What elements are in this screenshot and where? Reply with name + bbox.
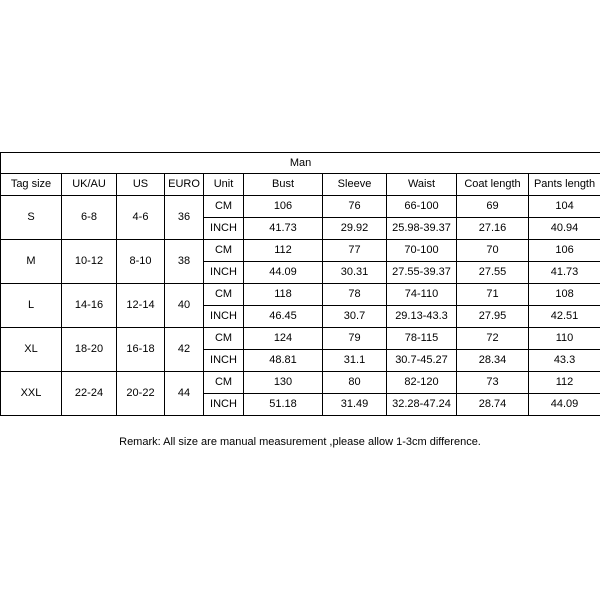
cell-unit: INCH: [204, 350, 244, 372]
cell-pants-length: 108: [529, 284, 600, 306]
cell-coat-length: 69: [457, 196, 529, 218]
cell-bust: 112: [244, 240, 323, 262]
cell-tag-size: XXL: [1, 372, 62, 416]
cell-coat-length: 70: [457, 240, 529, 262]
cell-euro: 38: [165, 240, 204, 284]
cell-coat-length: 27.95: [457, 306, 529, 328]
cell-bust: 124: [244, 328, 323, 350]
cell-waist: 78-115: [387, 328, 457, 350]
cell-unit: INCH: [204, 218, 244, 240]
header-uk-au: UK/AU: [62, 174, 117, 196]
cell-pants-length: 106: [529, 240, 600, 262]
cell-tag-size: L: [1, 284, 62, 328]
cell-euro: 40: [165, 284, 204, 328]
remark-note: Remark: All size are manual measurement ,please allow 1-3cm difference.: [119, 436, 481, 448]
cell-coat-length: 72: [457, 328, 529, 350]
header-bust: Bust: [244, 174, 323, 196]
cell-unit: INCH: [204, 394, 244, 416]
cell-unit: CM: [204, 284, 244, 306]
cell-bust: 118: [244, 284, 323, 306]
cell-waist: 30.7-45.27: [387, 350, 457, 372]
cell-tag-size: S: [1, 196, 62, 240]
cell-waist: 32.28-47.24: [387, 394, 457, 416]
header-tag-size: Tag size: [1, 174, 62, 196]
cell-waist: 27.55-39.37: [387, 262, 457, 284]
cell-us: 12-14: [117, 284, 165, 328]
cell-bust: 51.18: [244, 394, 323, 416]
table-row: [1, 328, 600, 350]
cell-pants-length: 43.3: [529, 350, 600, 372]
cell-us: 4-6: [117, 196, 165, 240]
cell-waist: 29.13-43.3: [387, 306, 457, 328]
cell-uk-au: 22-24: [62, 372, 117, 416]
cell-unit: CM: [204, 196, 244, 218]
cell-sleeve: 79: [323, 328, 387, 350]
cell-sleeve: 30.7: [323, 306, 387, 328]
cell-us: 20-22: [117, 372, 165, 416]
cell-pants-length: 40.94: [529, 218, 600, 240]
table-row: [1, 372, 600, 394]
header-unit: Unit: [204, 174, 244, 196]
cell-unit: CM: [204, 240, 244, 262]
cell-uk-au: 6-8: [62, 196, 117, 240]
cell-unit: INCH: [204, 262, 244, 284]
cell-sleeve: 76: [323, 196, 387, 218]
header-sleeve: Sleeve: [323, 174, 387, 196]
cell-coat-length: 28.74: [457, 394, 529, 416]
cell-tag-size: M: [1, 240, 62, 284]
cell-sleeve: 80: [323, 372, 387, 394]
cell-bust: 41.73: [244, 218, 323, 240]
header-euro: EURO: [165, 174, 204, 196]
cell-coat-length: 27.16: [457, 218, 529, 240]
table-row: [1, 284, 600, 306]
cell-sleeve: 29.92: [323, 218, 387, 240]
cell-pants-length: 41.73: [529, 262, 600, 284]
cell-pants-length: 112: [529, 372, 600, 394]
cell-bust: 46.45: [244, 306, 323, 328]
table-title: Man: [1, 153, 600, 174]
cell-coat-length: 28.34: [457, 350, 529, 372]
table-row: [1, 240, 600, 262]
header-pants-length: Pants length: [529, 174, 600, 196]
cell-pants-length: 44.09: [529, 394, 600, 416]
header-coat-length: Coat length: [457, 174, 529, 196]
cell-waist: 74-110: [387, 284, 457, 306]
cell-tag-size: XL: [1, 328, 62, 372]
cell-us: 8-10: [117, 240, 165, 284]
cell-bust: 106: [244, 196, 323, 218]
cell-coat-length: 73: [457, 372, 529, 394]
cell-pants-length: 42.51: [529, 306, 600, 328]
cell-euro: 36: [165, 196, 204, 240]
cell-euro: 42: [165, 328, 204, 372]
cell-sleeve: 78: [323, 284, 387, 306]
cell-uk-au: 10-12: [62, 240, 117, 284]
cell-uk-au: 14-16: [62, 284, 117, 328]
cell-bust: 48.81: [244, 350, 323, 372]
table-row: [1, 196, 600, 218]
size-chart-table: [0, 152, 600, 416]
cell-unit: CM: [204, 328, 244, 350]
cell-unit: INCH: [204, 306, 244, 328]
cell-bust: 44.09: [244, 262, 323, 284]
cell-waist: 82-120: [387, 372, 457, 394]
cell-bust: 130: [244, 372, 323, 394]
cell-coat-length: 71: [457, 284, 529, 306]
cell-us: 16-18: [117, 328, 165, 372]
cell-unit: CM: [204, 372, 244, 394]
cell-waist: 66-100: [387, 196, 457, 218]
cell-coat-length: 27.55: [457, 262, 529, 284]
header-us: US: [117, 174, 165, 196]
cell-waist: 25.98-39.37: [387, 218, 457, 240]
cell-pants-length: 110: [529, 328, 600, 350]
cell-uk-au: 18-20: [62, 328, 117, 372]
cell-sleeve: 77: [323, 240, 387, 262]
cell-sleeve: 30.31: [323, 262, 387, 284]
header-row: [1, 174, 600, 196]
title-row: [1, 153, 600, 174]
cell-sleeve: 31.1: [323, 350, 387, 372]
cell-pants-length: 104: [529, 196, 600, 218]
cell-sleeve: 31.49: [323, 394, 387, 416]
cell-euro: 44: [165, 372, 204, 416]
header-waist: Waist: [387, 174, 457, 196]
cell-waist: 70-100: [387, 240, 457, 262]
